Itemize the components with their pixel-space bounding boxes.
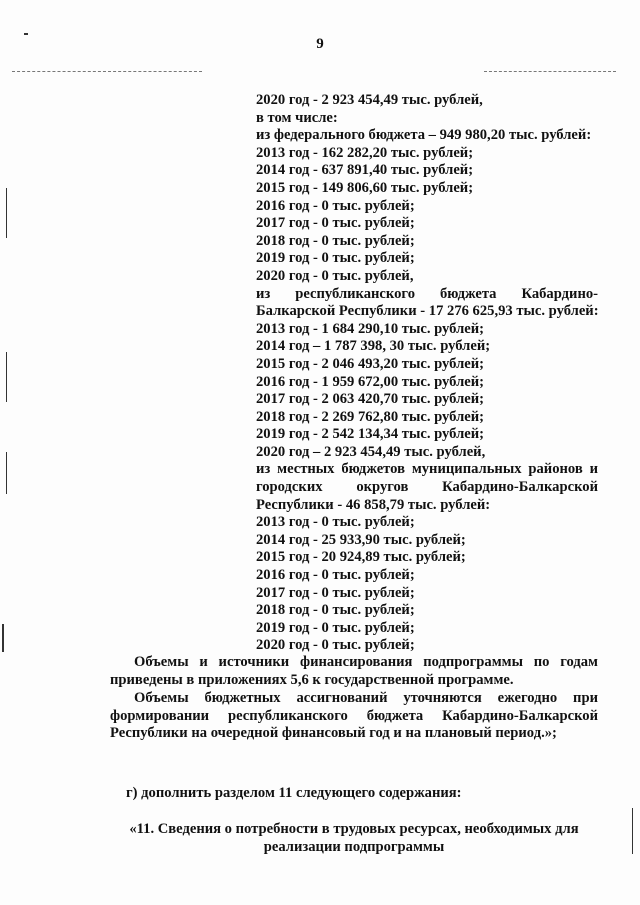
republican-line: 2016 год - 1 959 672,00 тыс. рублей;	[256, 373, 485, 390]
local-line: 2016 год - 0 тыс. рублей;	[256, 567, 415, 584]
local-line: 2018 год - 0 тыс. рублей;	[256, 602, 415, 619]
scan-margin-line	[632, 808, 633, 854]
republican-line: 2019 год - 2 542 134,34 тыс. рублей;	[256, 426, 485, 443]
paragraph-line: Республики на очередной финансовый год и на плановый период.»;	[110, 725, 557, 742]
republican-line: 2018 год - 2 269 762,80 тыс. рублей;	[256, 408, 485, 425]
word: бюджета	[439, 285, 497, 302]
scan-margin-line	[6, 452, 7, 494]
local-intro-line: из местных бюджетов муниципальных районов и	[256, 461, 598, 478]
republican-line: 2020 год – 2 923 454,49 тыс. рублей,	[256, 443, 486, 460]
word: Кабардино-	[521, 285, 599, 302]
financing-line: из федерального бюджета – 949 980,20 тыс. рублей:	[256, 127, 592, 144]
section-heading-line: реализации подпрограммы	[263, 838, 445, 855]
scan-rule-right	[484, 71, 616, 72]
scan-margin-line	[6, 352, 7, 402]
subitem-g: г) дополнить разделом 11 следующего содержания:	[126, 785, 462, 801]
page-number: 9	[316, 36, 324, 52]
scan-speck	[24, 33, 28, 35]
scan-margin-line	[2, 624, 4, 652]
local-line: 2020 год - 0 тыс. рублей;	[256, 637, 415, 654]
local-intro-line	[256, 479, 598, 497]
financing-line: 2013 год - 162 282,20 тыс. рублей;	[256, 144, 474, 161]
local-total-line: Республики - 46 858,79 тыс. рублей:	[256, 496, 491, 513]
financing-line: 2020 год - 2 923 454,49 тыс. рублей,	[256, 92, 483, 108]
local-line: 2019 год - 0 тыс. рублей;	[256, 619, 415, 636]
financing-line: 2014 год - 637 891,40 тыс. рублей;	[256, 162, 474, 179]
financing-line: 2020 год - 0 тыс. рублей,	[256, 267, 414, 284]
financing-line: 2019 год - 0 тыс. рублей;	[256, 250, 415, 267]
scan-rule-left	[12, 71, 202, 72]
financing-line: 2015 год - 149 806,60 тыс. рублей;	[256, 179, 474, 196]
section-heading	[110, 821, 598, 856]
scan-margin-line	[6, 188, 7, 238]
local-line: 2017 год - 0 тыс. рублей;	[256, 584, 415, 601]
local-line: 2014 год - 25 933,90 тыс. рублей;	[256, 531, 466, 548]
republican-intro-line	[256, 286, 598, 304]
paragraph-volumes	[110, 654, 598, 689]
republican-line: 2013 год - 1 684 290,10 тыс. рублей;	[256, 320, 485, 337]
paragraph-line: Объемы бюджетных ассигнований уточняются ежегодно при	[134, 690, 598, 706]
republican-line: 2014 год – 1 787 398, 30 тыс. рублей;	[256, 338, 491, 355]
republican-line: 2015 год - 2 046 493,20 тыс. рублей;	[256, 355, 485, 372]
financing-line: 2018 год - 0 тыс. рублей;	[256, 232, 415, 249]
word: городских	[256, 479, 323, 496]
paragraph-line: Объемы и источники финансирования подпрограммы по годам	[134, 654, 598, 670]
word: округов	[356, 479, 409, 496]
republican-total-line: Балкарской Республики - 17 276 625,93 тыс. рублей:	[256, 303, 599, 320]
paragraph-line: приведены в приложениях 5,6 к государственной программе.	[110, 671, 514, 688]
local-line: 2013 год - 0 тыс. рублей;	[256, 514, 415, 531]
republican-line: 2017 год - 2 063 420,70 тыс. рублей;	[256, 391, 485, 408]
financing-line: 2017 год - 0 тыс. рублей;	[256, 215, 415, 232]
financing-block	[256, 92, 598, 655]
section-heading-line: «11. Сведения о потребности в трудовых ресурсах, необходимых для	[129, 821, 579, 837]
financing-line: в том числе:	[256, 109, 338, 126]
word: республиканского	[295, 285, 415, 302]
paragraph-assignments	[110, 690, 598, 743]
word: Кабардино-Балкарской	[442, 479, 598, 496]
financing-line: 2016 год - 0 тыс. рублей;	[256, 197, 415, 214]
word: из	[256, 285, 271, 302]
local-line: 2015 год - 20 924,89 тыс. рублей;	[256, 549, 466, 566]
paragraph-line: формировании республиканского бюджета Кабардино-Балкарской	[110, 707, 598, 724]
